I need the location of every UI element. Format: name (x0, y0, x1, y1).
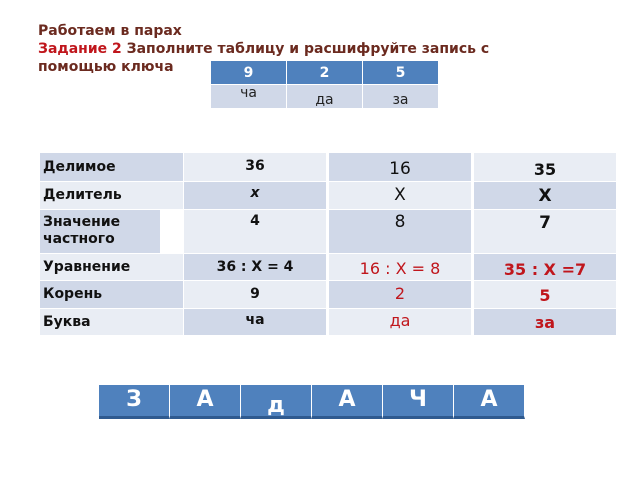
divisor-cell: x (183, 182, 326, 210)
row-label-letter: Буква (40, 309, 183, 336)
table-column-1 (183, 153, 326, 336)
row-label-divisor: Делитель (40, 182, 183, 210)
row-label-root: Корень (40, 281, 183, 309)
row-label-column (40, 153, 183, 336)
key-syllable: да (287, 85, 363, 109)
equation-cell: 35 : Х =7 (473, 254, 616, 281)
answer-letter: З (99, 385, 170, 419)
letter-cell: за (473, 309, 616, 336)
quotient-cell: 7 (473, 210, 616, 254)
key-number: 5 (363, 61, 439, 85)
root-cell: 5 (473, 281, 616, 309)
key-number: 2 (287, 61, 363, 85)
task-number: Задание 2 (38, 41, 122, 57)
task-text: Заполните таблицу и расшифруйте запись с помощью ключа (38, 41, 490, 75)
divisor-cell: Х (473, 182, 616, 210)
quotient-cell: 8 (328, 210, 471, 254)
answer-letter: А (170, 385, 241, 419)
dividend-cell: 16 (328, 153, 471, 182)
key-number: 9 (211, 61, 287, 85)
answer-letter: д (241, 385, 312, 419)
answer-letter: А (312, 385, 383, 419)
quotient-cell: 4 (183, 210, 326, 254)
answer-bar (99, 385, 525, 419)
heading-line-1: Работаем в парах (38, 23, 182, 39)
root-cell: 9 (183, 281, 326, 309)
equation-cell: 36 : Х = 4 (183, 254, 326, 281)
letter-cell: ча (183, 309, 326, 336)
row-label-equation: Уравнение (40, 254, 183, 281)
dividend-cell: 35 (473, 153, 616, 182)
root-cell: 2 (328, 281, 471, 309)
equation-cell: 16 : Х = 8 (328, 254, 471, 281)
row-label-dividend: Делимое (40, 153, 183, 182)
table-column-3 (473, 153, 616, 336)
table-column-2 (328, 153, 471, 336)
letter-cell: да (328, 309, 471, 336)
key-table (210, 60, 439, 109)
key-syllable: ча (211, 85, 287, 109)
key-syllable: за (363, 85, 439, 109)
answer-letter: Ч (383, 385, 454, 419)
division-table (40, 153, 616, 336)
divisor-cell: Х (328, 182, 471, 210)
answer-letter: А (454, 385, 525, 419)
row-label-quotient: Значение частного (40, 210, 160, 254)
dividend-cell: 36 (183, 153, 326, 182)
